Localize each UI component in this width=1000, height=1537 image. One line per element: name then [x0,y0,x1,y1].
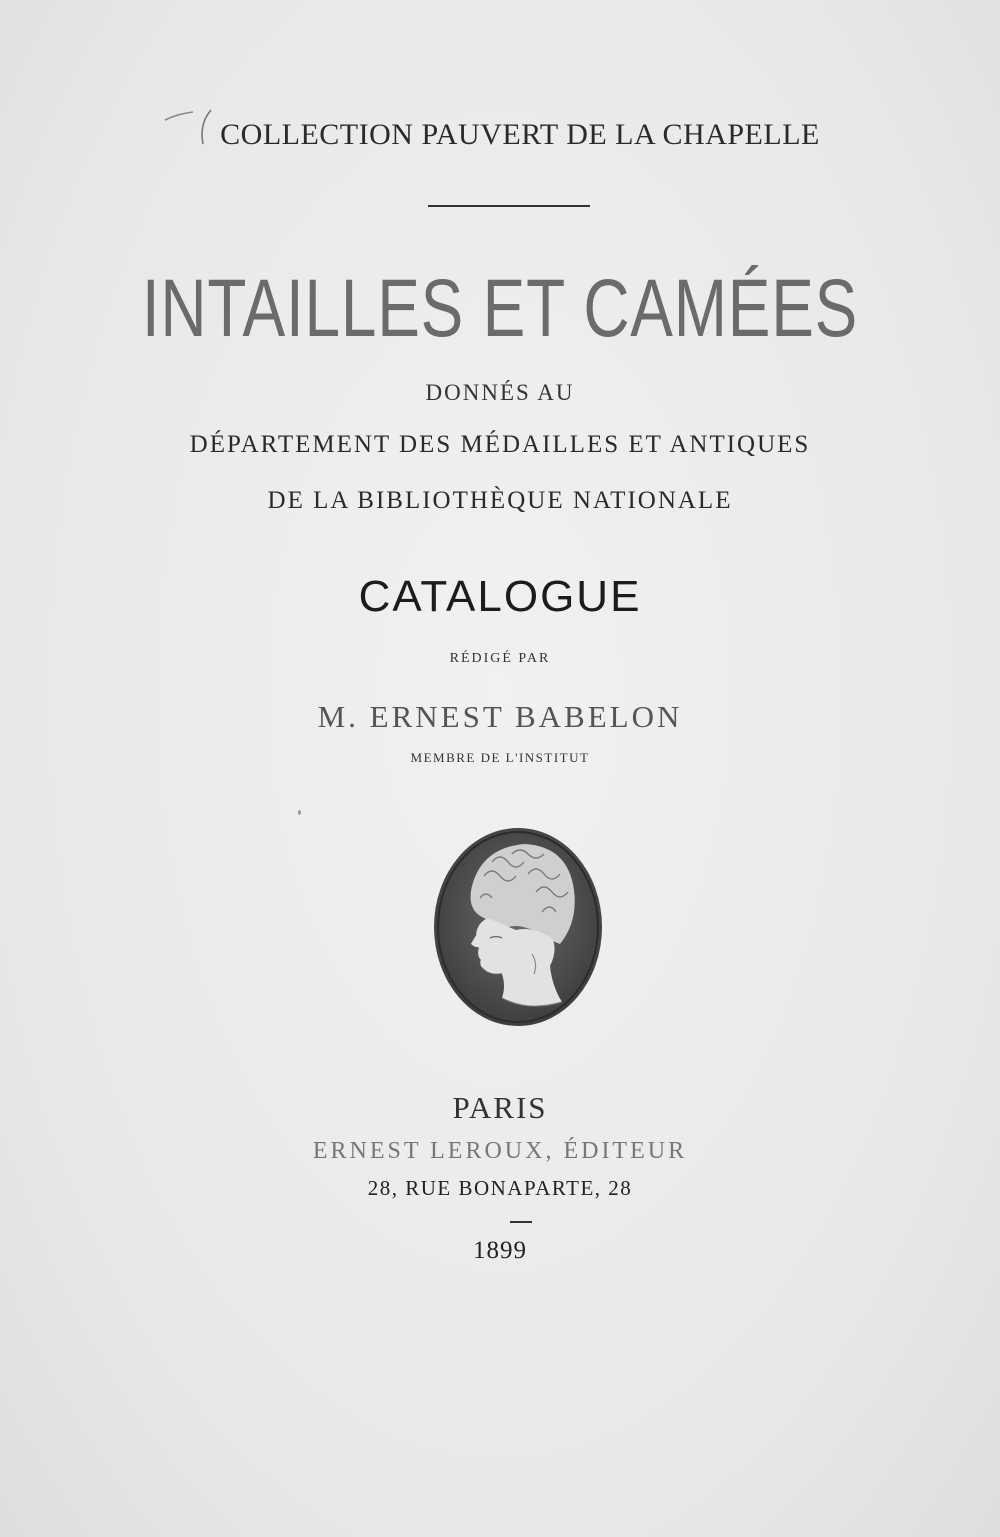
author-affiliation: MEMBRE DE L'INSTITUT [410,750,590,765]
imprint-year: 1899 [473,1237,527,1264]
author-prefix: RÉDIGÉ PAR [449,651,551,666]
cameo-profile-head-icon [432,826,604,1028]
imprint-rule [510,1221,532,1223]
imprint-address: 28, RUE BONAPARTE, 28 [367,1176,633,1200]
author-name: M. ERNEST BABELON [317,699,683,734]
subtitle-line-1: DONNÉS AU [425,380,575,405]
collection-line [0,118,1000,152]
subtitle-line-3: DE LA BIBLIOTHÈQUE NATIONALE [267,487,733,514]
imprint-publisher: ERNEST LEROUX, ÉDITEUR [312,1138,688,1164]
main-title: INTAILLES ET CAMÉES [141,263,859,354]
divider-rule [428,205,590,207]
collection-text: COLLECTION PAUVERT DE LA CHAPELLE [220,118,820,151]
subtitle-line-2: DÉPARTEMENT DES MÉDAILLES ET ANTIQUES [189,431,811,458]
imprint-city: PARIS [452,1090,548,1125]
catalogue-heading: CATALOGUE [358,572,642,621]
paper-speck [298,810,301,815]
